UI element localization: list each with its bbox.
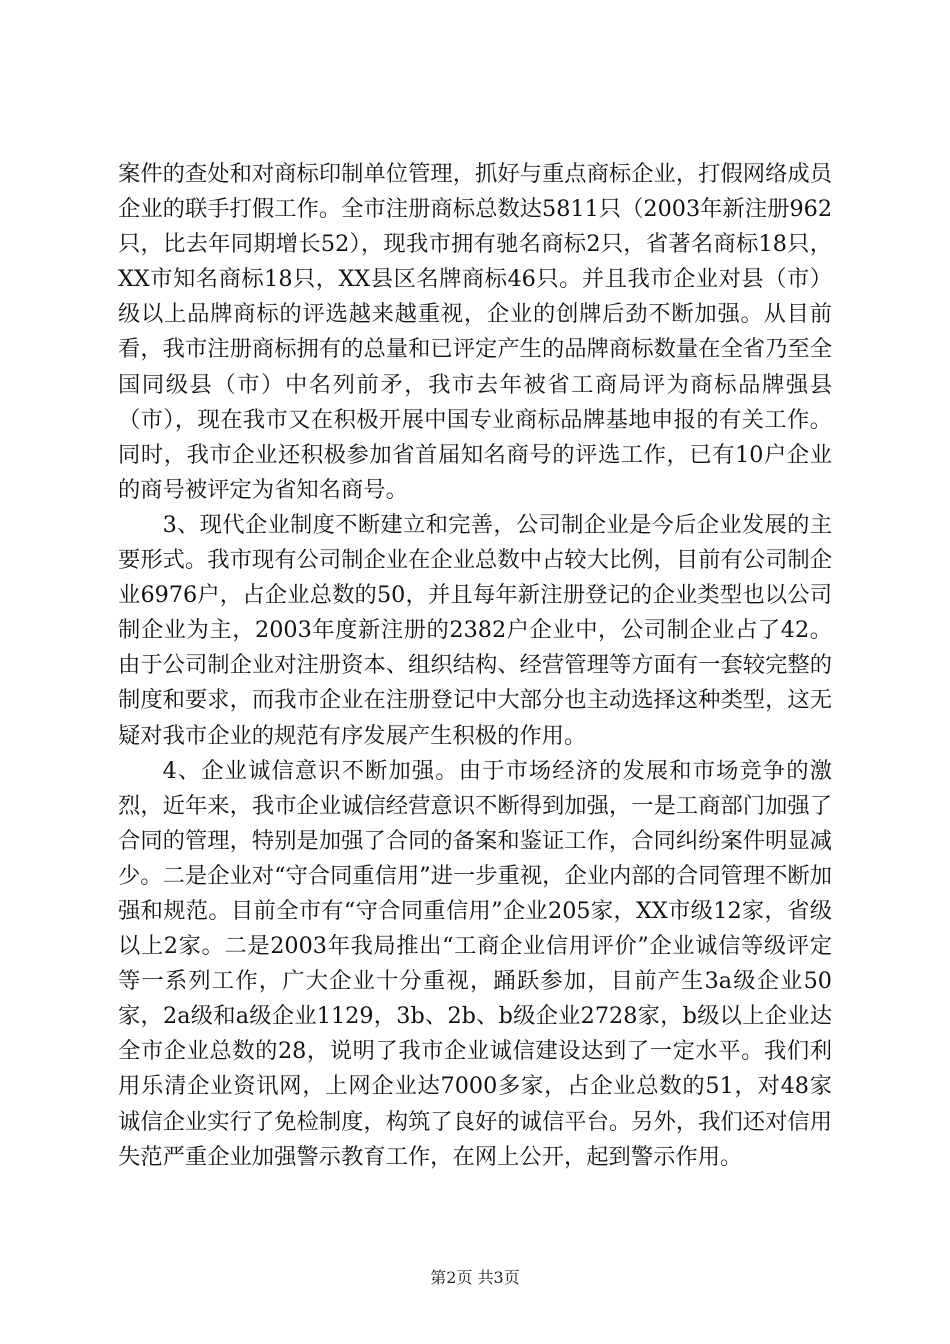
page-number: 第2页 共3页 <box>430 1268 520 1287</box>
document-body <box>118 157 832 1175</box>
paragraph-credit-awareness: 4、企业诚信意识不断加强。由于市场经济的发展和市场竞争的激烈，近年来，我市企业诚信经营意识不断得到加强，一是工商部门加强了合同的管理，特别是加强了合同的备案和鉴证工作，合同纠纷案件明显减少。二是企业对“守合同重信用”进一步重视，企业内部的合同管理不断加强和规范。目前全市有“守合同重信用”企业205家，XX市级12家，省级以上2家。二是2003年我局推出“工商企业信用评价”企业诚信等级评定等一系列工作，广大企业十分重视，踊跃参加，目前产生3a级企业50家，2a级和a级企业1129，3b、2b、b级企业2728家，b级以上企业达全市企业总数的28，说明了我市企业诚信建设达到了一定水平。我们利用乐清企业资讯网，上网企业达7000多家，占企业总数的51，对48家诚信企业实行了免检制度，构筑了良好的诚信平台。另外，我们还对信用失范严重企业加强警示教育工作，在网上公开，起到警示作用。 <box>118 757 833 1170</box>
paragraph-company-system: 3、现代企业制度不断建立和完善，公司制企业是今后企业发展的主要形式。我市现有公司制企业在企业总数中占较大比例，目前有公司制企业6976户，占企业总数的50，并且每年新注册登记的企业类型也以公司制企业为主，2003年度新注册的2382户企业中，公司制企业占了42。由于公司制企业对注册资本、组织结构、经营管理等方面有一套较完整的制度和要求，而我市企业在注册登记中大部分也主动选择这种类型，这无疑对我市企业的规范有序发展产生积极的作用。 <box>118 511 832 749</box>
page-footer <box>0 1268 950 1288</box>
paragraph-trademark-continuation: 案件的查处和对商标印制单位管理，抓好与重点商标企业，打假网络成员企业的联手打假工作。全市注册商标总数达5811只（2003年新注册962只，比去年同期增长52），现我市拥有驰名商标2只，省著名商标18只，XX市知名商标18只，XX县区名牌商标46只。并且我市企业对县（市）级以上品牌商标的评选越来越重视，企业的创牌后劲不断加强。从目前看，我市注册商标拥有的总量和已评定产生的品牌商标数量在全省乃至全国同级县（市）中名列前矛，我市去年被省工商局评为商标品牌强县（市），现在我市又在积极开展中国专业商标品牌基地申报的有关工作。同时，我市企业还积极参加省首届知名商号的评选工作，已有10户企业的商号被评定为省知名商号。 <box>118 161 832 503</box>
